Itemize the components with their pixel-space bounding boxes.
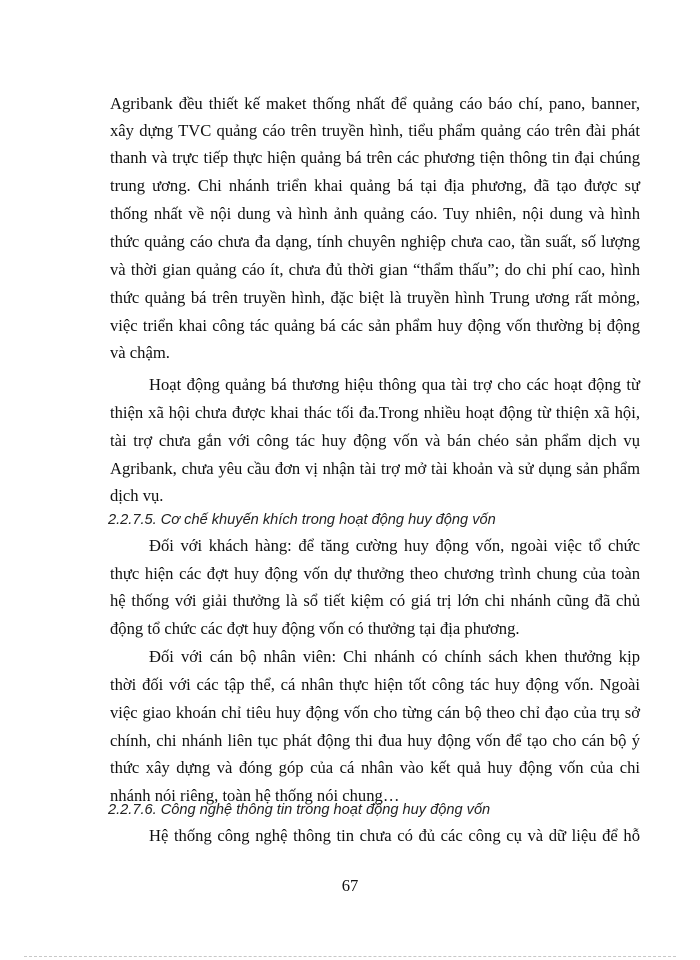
paragraph-line: Agribank, chưa yêu cầu đơn vị nhận tài trợ mở tài khoản và sử dụng sản phẩm xyxy=(110,459,640,478)
paragraph-line: thức quảng cáo chưa đa dạng, tính chuyên nghiệp chưa cao, tần suất, số lượng xyxy=(110,232,640,251)
page-number: 67 xyxy=(341,876,359,895)
paragraph-line: việc triển khai công tác quảng bá các sản phẩm huy động vốn thường bị động xyxy=(110,316,640,335)
paragraph-line: thống nhất về nội dung và hình ảnh quảng cáo. Tuy nhiên, nội dung và hình xyxy=(110,204,640,223)
paragraph-line: Đối với cán bộ nhân viên: Chi nhánh có chính sách khen thưởng kịp xyxy=(149,647,640,666)
paragraph-line: thức xây dựng và đóng góp của cá nhân vào kết quả huy động vốn của chi xyxy=(110,758,640,777)
paragraph-line: Hệ thống công nghệ thông tin chưa có đủ các công cụ và dữ liệu để hỗ xyxy=(149,826,640,845)
paragraph-line: Đối với khách hàng: để tăng cường huy động vốn, ngoài việc tổ chức xyxy=(149,536,640,555)
paragraph-line: nhánh nói riêng, toàn hệ thống nói chung… xyxy=(110,786,400,805)
paragraph-line: trung ương. Chi nhánh triển khai quảng bá tại địa phương, đã tạo được sự xyxy=(110,176,640,195)
paragraph-line: và thời gian quảng cáo ít, chưa đủ thời gian “thẩm thấu”; do chi phí cao, hình xyxy=(110,260,640,279)
paragraph-line: hệ thống với giải thưởng là sổ tiết kiệm có giá trị lớn chi nhánh cũng đã chủ xyxy=(110,591,640,610)
paragraph-line: dịch vụ. xyxy=(110,486,164,505)
section-heading: 2.2.7.6. Công nghệ thông tin trong hoạt động huy động vốn xyxy=(108,802,491,818)
paragraph-line: việc giao khoán chỉ tiêu huy động vốn cho từng cán bộ theo chỉ đạo của trụ sở xyxy=(110,703,640,722)
paragraph-line: thanh và trực tiếp thực hiện quảng bá trên các phương tiện thông tin đại chúng xyxy=(110,148,640,167)
paragraph-line: thức quảng bá trên truyền hình, đặc biệt là truyền hình Trung ương rất mỏng, xyxy=(110,288,640,307)
paragraph-line: xây dựng TVC quảng cáo trên truyền hình, tiểu phẩm quảng cáo trên đài phát xyxy=(110,121,640,140)
section-heading: 2.2.7.5. Cơ chế khuyến khích trong hoạt động huy động vốn xyxy=(108,512,496,528)
paragraph-line: thời đối với các tập thể, cá nhân thực hiện tốt công tác huy động vốn. Ngoài xyxy=(110,675,640,694)
paragraph-line: Agribank đều thiết kế maket thống nhất để quảng cáo báo chí, pano, banner, xyxy=(110,94,640,113)
paragraph-line: thiện xã hội chưa được khai thác tối đa.Trong nhiều hoạt động từ thiện xã hội, xyxy=(110,403,640,422)
page-bottom-divider xyxy=(24,956,676,957)
paragraph-line: chính, chi nhánh liên tục phát động thi đua huy động vốn để tạo cho cán bộ ý xyxy=(110,731,640,750)
paragraph-line: Hoạt động quảng bá thương hiệu thông qua tài trợ cho các hoạt động từ xyxy=(149,375,640,394)
paragraph-line: và chậm. xyxy=(110,343,170,362)
paragraph-line: thực hiện các đợt huy động vốn dự thưởng theo chương trình chung của toàn xyxy=(110,564,640,583)
paragraph-line: động tổ chức các đợt huy động vốn có thưởng tại địa phương. xyxy=(110,619,520,638)
paragraph-line: tài trợ chưa gắn với công tác huy động vốn và bán chéo sản phẩm dịch vụ xyxy=(110,431,640,450)
